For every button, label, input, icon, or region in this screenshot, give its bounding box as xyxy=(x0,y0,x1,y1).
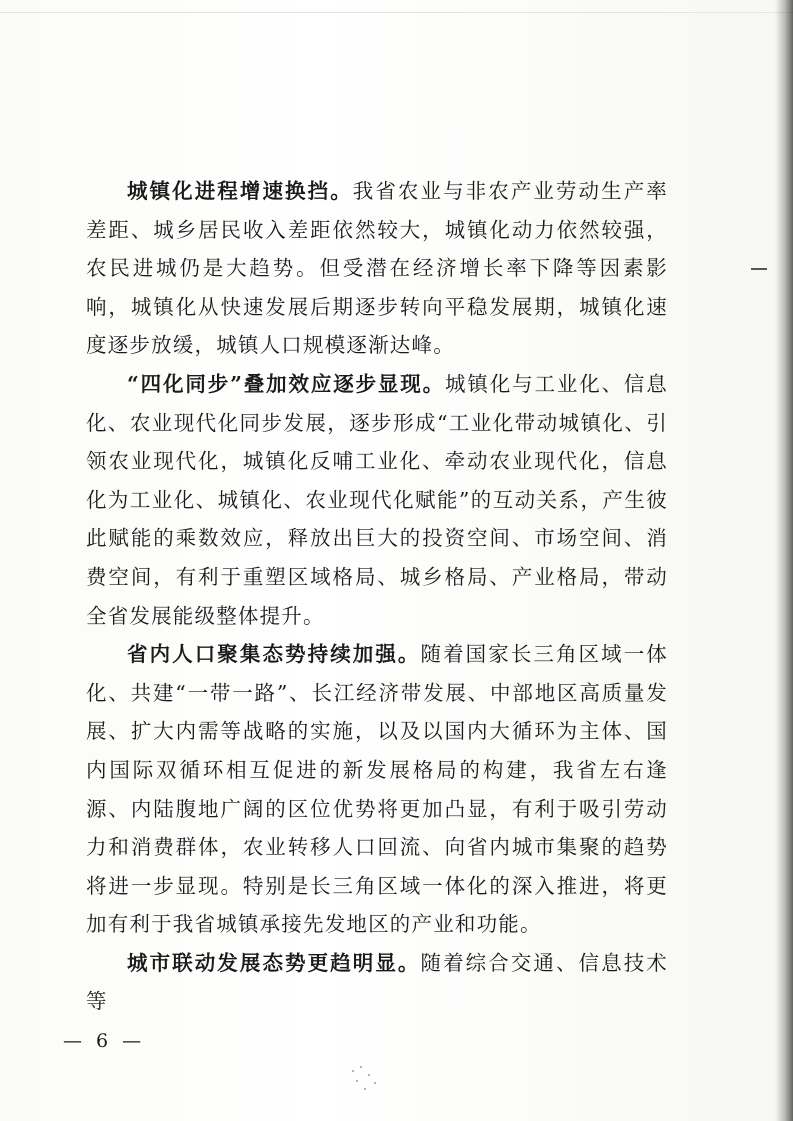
scan-speckle xyxy=(348,1064,388,1094)
scan-binding-shadow xyxy=(775,0,793,1121)
paragraph-text: 随着国家长三角区域一体化、共建“一带一路”、长江经济带发展、中部地区高质量发展、扩大内需等战略的实施，以及以国内大循环为主体、国内国际双循环相互促进的新发展格局的构建，我省左右逢源、内陆腹地广阔的区位优势将更加凸显，有利于吸引劳动力和消费群体，农业转移人口回流、向省内城市集聚的趋势将进一步显现。特别是长三角区域一体化的深入推进，将更加有利于我省城镇承接先发地区的产业和功能。 xyxy=(86,642,668,937)
paragraph-text: 城镇化与工业化、信息化、农业现代化同步发展，逐步形成“工业化带动城镇化、引领农业现代化，城镇化反哺工业化、牵动农业现代化，信息化为工业化、城镇化、农业现代化赋能”的互动关系，产生彼此赋能的乘数效应，释放出巨大的投资空间、市场空间、消费空间，有利于重塑区域格局、城乡格局、产业格局，带动全省发展能级整体提升。 xyxy=(86,371,668,628)
paragraph-four-modernizations xyxy=(86,365,668,635)
paragraph-heading: 城市联动发展态势更趋明显。 xyxy=(127,950,421,975)
page-top-edge xyxy=(0,12,793,13)
paragraph-text: 我省农业与非农产业劳动生产率差距、城乡居民收入差距依然较大，城镇化动力依然较强，农民进城仍是大趋势。但受潜在经济增长率下降等因素影响，城镇化从快速发展后期逐步转向平稳发展期，城镇化速度逐步放缓，城镇人口规模逐渐达峰。 xyxy=(86,179,668,358)
paragraph-urban-linkage xyxy=(86,944,668,1021)
paragraph-heading: 省内人口聚集态势持续加强。 xyxy=(127,642,421,667)
paragraph-heading: “四化同步”叠加效应逐步显现。 xyxy=(127,371,446,396)
paragraph-text: 随着综合交通、信息技术等 xyxy=(86,950,668,1014)
paragraph-heading: 城镇化进程增速换挡。 xyxy=(127,179,353,203)
paragraph-population-agglomeration xyxy=(86,635,668,944)
page-number: — 6 — xyxy=(63,1030,146,1052)
paragraph-urbanization-speed xyxy=(86,172,668,365)
margin-mark xyxy=(751,268,767,270)
body-text xyxy=(86,172,668,1021)
